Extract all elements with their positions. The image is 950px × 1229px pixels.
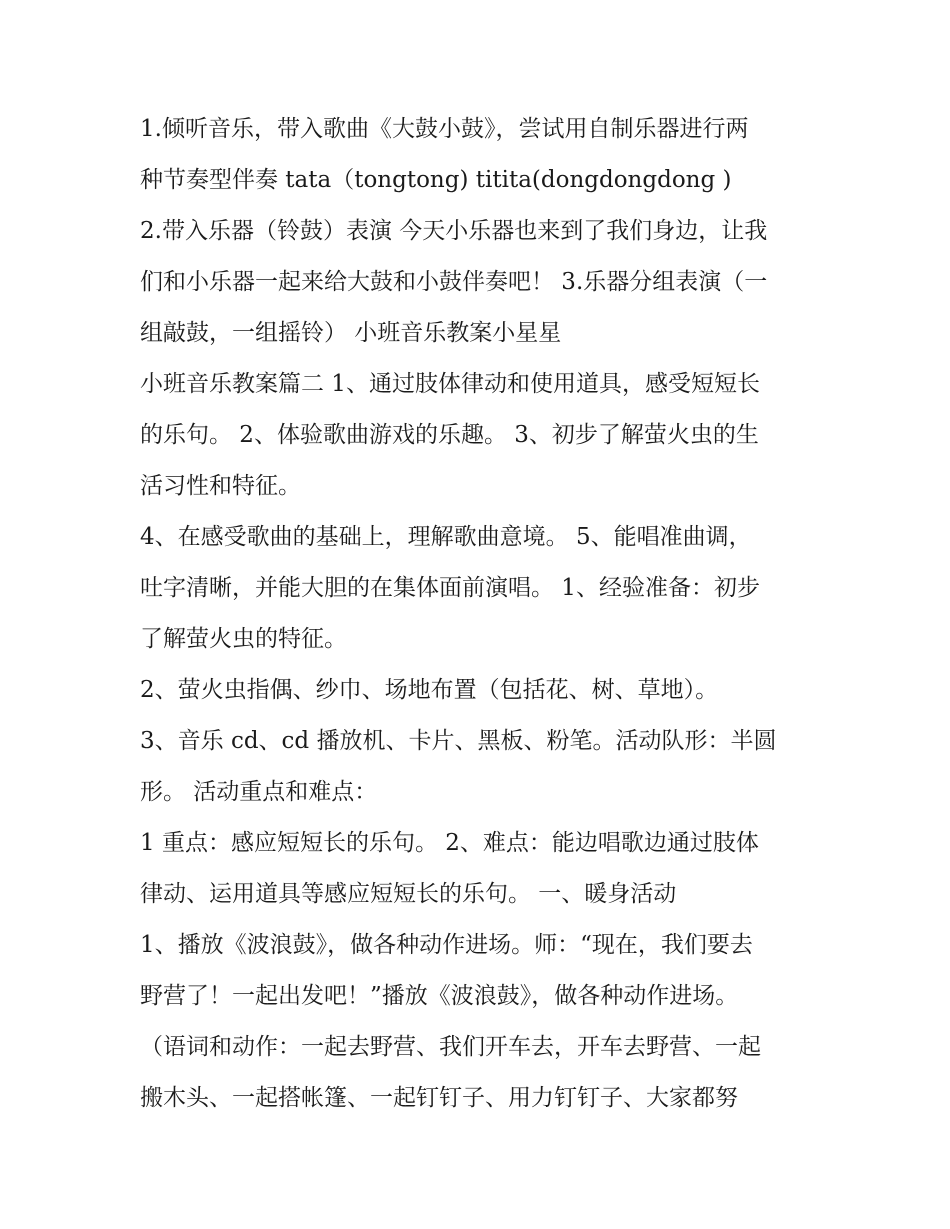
text-line: 的乐句。 2、体验歌曲游戏的乐趣。 3、初步了解萤火虫的生: [140, 422, 759, 448]
text-line: 1、播放《波浪鼓》，做各种动作进场。师：“现在，我们要去: [140, 932, 753, 958]
text-line: 小班音乐教案篇二 1、通过肢体律动和使用道具，感受短短长: [140, 371, 760, 397]
text-line: 搬木头、一起搭帐篷、一起钉钉子、用力钉钉子、大家都努: [140, 1085, 738, 1111]
text-line: 了解萤火虫的特征。: [140, 626, 347, 652]
text-line: 1 重点：感应短短长的乐句。 2、难点：能边唱歌边通过肢体: [140, 830, 759, 856]
text-line: （语词和动作：一起去野营、我们开车去，开车去野营、一起: [140, 1034, 761, 1060]
text-line: 组敲鼓，一组摇铃） 小班音乐教案小星星: [140, 320, 562, 346]
text-line: 吐字清晰，并能大胆的在集体面前演唱。 1、经验准备：初步: [140, 575, 760, 601]
text-line: 形。 活动重点和难点：: [140, 779, 378, 805]
text-line: 们和小乐器一起来给大鼓和小鼓伴奏吧！ 3.乐器分组表演（一: [140, 269, 768, 295]
text-line: 律动、运用道具等感应短短长的乐句。 一、暖身活动: [140, 881, 677, 907]
text-line: 2、萤火虫指偶、纱巾、场地布置（包括花、树、草地）。: [140, 677, 719, 703]
text-line: 2.带入乐器（铃鼓）表演 今天小乐器也来到了我们身边，让我: [140, 218, 768, 244]
text-line: 种节奏型伴奏 tata（tongtong) titita(dongdongdong ): [140, 167, 732, 193]
text-line: 4、在感受歌曲的基础上，理解歌曲意境。 5、能唱准曲调，: [140, 524, 752, 550]
text-line: 野营了！一起出发吧！”播放《波浪鼓》，做各种动作进场。: [140, 983, 739, 1009]
text-line: 3、音乐 cd、cd 播放机、卡片、黑板、粉笔。活动队形：半圆: [140, 728, 777, 754]
text-line: 活习性和特征。: [140, 473, 301, 499]
document-body: [140, 104, 820, 1124]
text-line: 1.倾听音乐，带入歌曲《大鼓小鼓》，尝试用自制乐器进行两: [140, 116, 749, 142]
